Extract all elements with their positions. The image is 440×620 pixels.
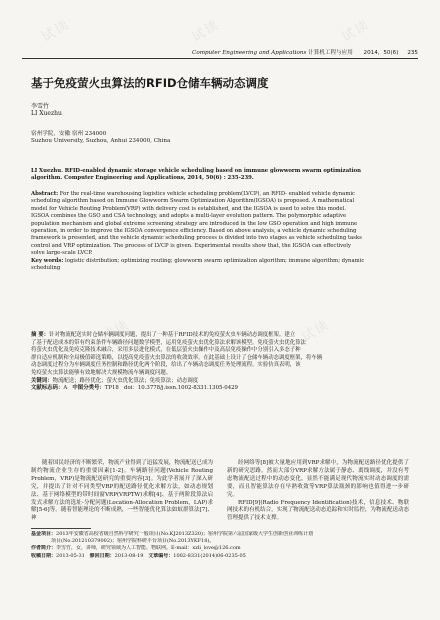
revised-date: 2013-08-19 [114,552,144,559]
fund-label: 基金项目： [31,531,57,537]
footnotes [31,531,409,560]
keywords-label: Key words: [31,257,64,264]
author-en: LI Xuezhu [31,110,62,117]
keywords-zh-label: 关键词： [31,377,53,384]
author-bio: 李雪竹，女，讲师，研究领域为人工智能、物联网。E-mail：xzli_love@126.com [56,545,241,552]
body-column-right [227,460,409,523]
abstract-line: scheduling algorithm based on Immune Glowworm Swarm Optimization Algorithm(IGSOA) is proposed. A mathematical [31,198,355,205]
citation-line: LI Xuezhu. RFID-enabled dynamic storage vehicle scheduling based on immune glowworm swarm optimization [31,168,361,174]
doi: doi：10.3778/j.issn.1002-8331.1305-0429 [124,385,238,392]
journal-name-en: Computer Engineering and Applications [192,50,307,56]
journal-issue: 2014，50(6) [363,50,399,56]
abstract-line: population mechanism and global extreme screening strategy are introduced in the low GSO operation and high immune [31,220,358,227]
journal-name-zh: 计算机工程与应用 [308,50,353,56]
watermark: 试读 [39,17,73,46]
doc-code: A [63,385,68,392]
clc-number: TP18 [104,385,119,392]
watermark: 试读 [189,17,223,46]
received-label: 收稿日期： [31,552,57,559]
abstract-zh-line: 将萤火虫优化及免疫克隆技术融合，采用多层进化模式，在低层萤火虫操作中及高层免疫操作中分别引入多态子种 [31,347,301,354]
affiliation-zh: 宿州学院，安徽 宿州 234000 [31,131,107,137]
body-paragraph: 经网络等[8]被大量地应用到VRP求解中，为物流配送路径优化提供了新的研究思路。然而大部分VRP求解方法属于静态、离线调度，并没有考虑物流配送过程中的动态变化，显然不能满足现代物流实时动态调度的需要，而且智能算法存在早熟收敛等VRP算法瓶颈的影响也值得进一步研究。 [227,460,409,498]
received-date: 2013-05-31 [56,552,85,559]
abstract-zh-line: 群自适应机制和全局极值筛选策略，以提高免疫萤火虫算法的收敛效率。在此基础上设计了仓储车辆动态调度框架，将车辆 [31,354,323,361]
abstract-zh-line: 动态调度过程分为车辆调度任务控制和路径优化两个阶段，给出了车辆动态调度任务处理流程。实验仿真表明，该 [31,362,301,369]
header-right [192,48,418,56]
abstract-label: Abstract: [31,191,59,197]
author-bio-label: 作者简介： [31,545,57,552]
affiliation-en: Suzhou University, Suzhou, Anhui 234000, China [31,138,171,144]
clc-label: 中图分类号： [72,385,105,392]
fund-text: 2013年安徽省高校省级自然科学研究一般项目(No.KJ2013Z320)；宿州学院第六届国家级大学生创新创业训练计划 [56,531,314,537]
watermark: 试读 [299,317,333,346]
watermark: 试读 [339,17,373,46]
abstract-zh-line: 针对物流配送实时仓储车辆调度问题，提出了一种基于RFID技术的免疫萤火虫车辆动态调度框架。建立 [49,332,296,338]
keywords-en-cont: scheduling [31,265,61,272]
header-rule [22,58,418,59]
fund-text-cont: 项目(No.201210379002)；宿州学院科研平台项目(No.2013YKF18)。 [51,538,215,545]
abstract-line: model for Vehicle Routing Problem(VRP) with delivery cost is established, and the IGSOA is used to solve this model. [31,205,346,212]
abstract-line: control and VRP optimization. The process of LVCP is given. Experimental results show that, the IGSOA can effectively [31,242,351,249]
author-zh: 李雪竹 [31,103,50,110]
revised-label: 修回日期： [89,552,115,559]
body-paragraph: RFID[9](Radio Frequency Identification)技术，信息技术、物联网技术的有机结合，实现了物流配送动态追踪和实时监控，为物流配送动态管理提供了技术支撑。 [227,499,409,522]
abstract-zh [31,332,409,393]
abstract-line: framework is presented, and the vehicle dynamic scheduling process is divided into two stages as vehicle scheduling tasks [31,235,362,242]
citation-line: algorithm. Computer Engineering and Applications, 2014, 50(6) : 235-239. [31,175,254,182]
paper-title: 基于免疫萤火虫算法的RFID仓储车辆动态调度 [31,76,269,90]
abstract-line: solve large-scale LVCP. [31,250,93,257]
article-number-label: 文章编号： [148,552,174,559]
abstract-zh-line: 了基于配送成本的带有约束条件车辆路径问题数学模型，运用免疫萤火虫优化算法求解该模型。免疫萤火虫优化算法 [31,339,306,346]
abstract-line: operation, in order to improve the IGSOA convergence efficiency. Based on above analysis, a vehicle dynamic scheduling [31,228,357,235]
body-column-left: 随着国民经济的不断繁荣，物流产业得到了迅猛发展，物流配送已成为制约物流企业生存的重要因素[1-2]。车辆路径问题(Vehicle Routing Problem，VRP)是物流配送研究的重要内容[3]。为此学者展开了深入研究，并提出了针对不同类型VRP的配送路径优化求解方法，如动态规划法、基于网络模型的带时间窗VRP(VRPTW)求解[4]、基于两阶段算法启发式求解方法的选址-分配问题(Location-Allocation Problem，LAP)求解[5-6]等。随着智能理论的不断成熟，一些智能优化算法如蚁群算法[7]、神 [31,460,213,522]
citation [31,168,409,183]
abstract-line: For the real-time warehousing logistics vehicle scheduling problem(LVCP), an RFID- enabled vehicle dynamic [58,191,356,197]
keywords-zh: 物流配送；路径优化；萤火虫优化算法；免疫算法；动态调度 [52,377,199,384]
abstract-zh-label: 摘 要： [31,332,50,338]
abstract-zh-line: 免疫萤火虫算法能够有效地解决大规模物流车辆调度问题。 [31,369,172,376]
running-header [22,47,418,57]
abstract-line: IGSOA combines the GSO and CSA technology, and adopts a multi-layer evolution pattern. The polymorphic adaptive [31,213,347,220]
abstract-en [31,191,409,272]
page-number: 235 [407,50,418,56]
footnote-rule [31,528,91,529]
article-number: 1002-8331(2014)06-0235-05 [173,552,246,559]
doc-code-label: 文献标志码： [31,385,64,392]
keywords-en: logistic distribution; optimizing routing; glowworm swarm optimization algorithm; immune algorithm; dynamic [63,257,365,264]
watermark: 试读 [99,317,133,346]
